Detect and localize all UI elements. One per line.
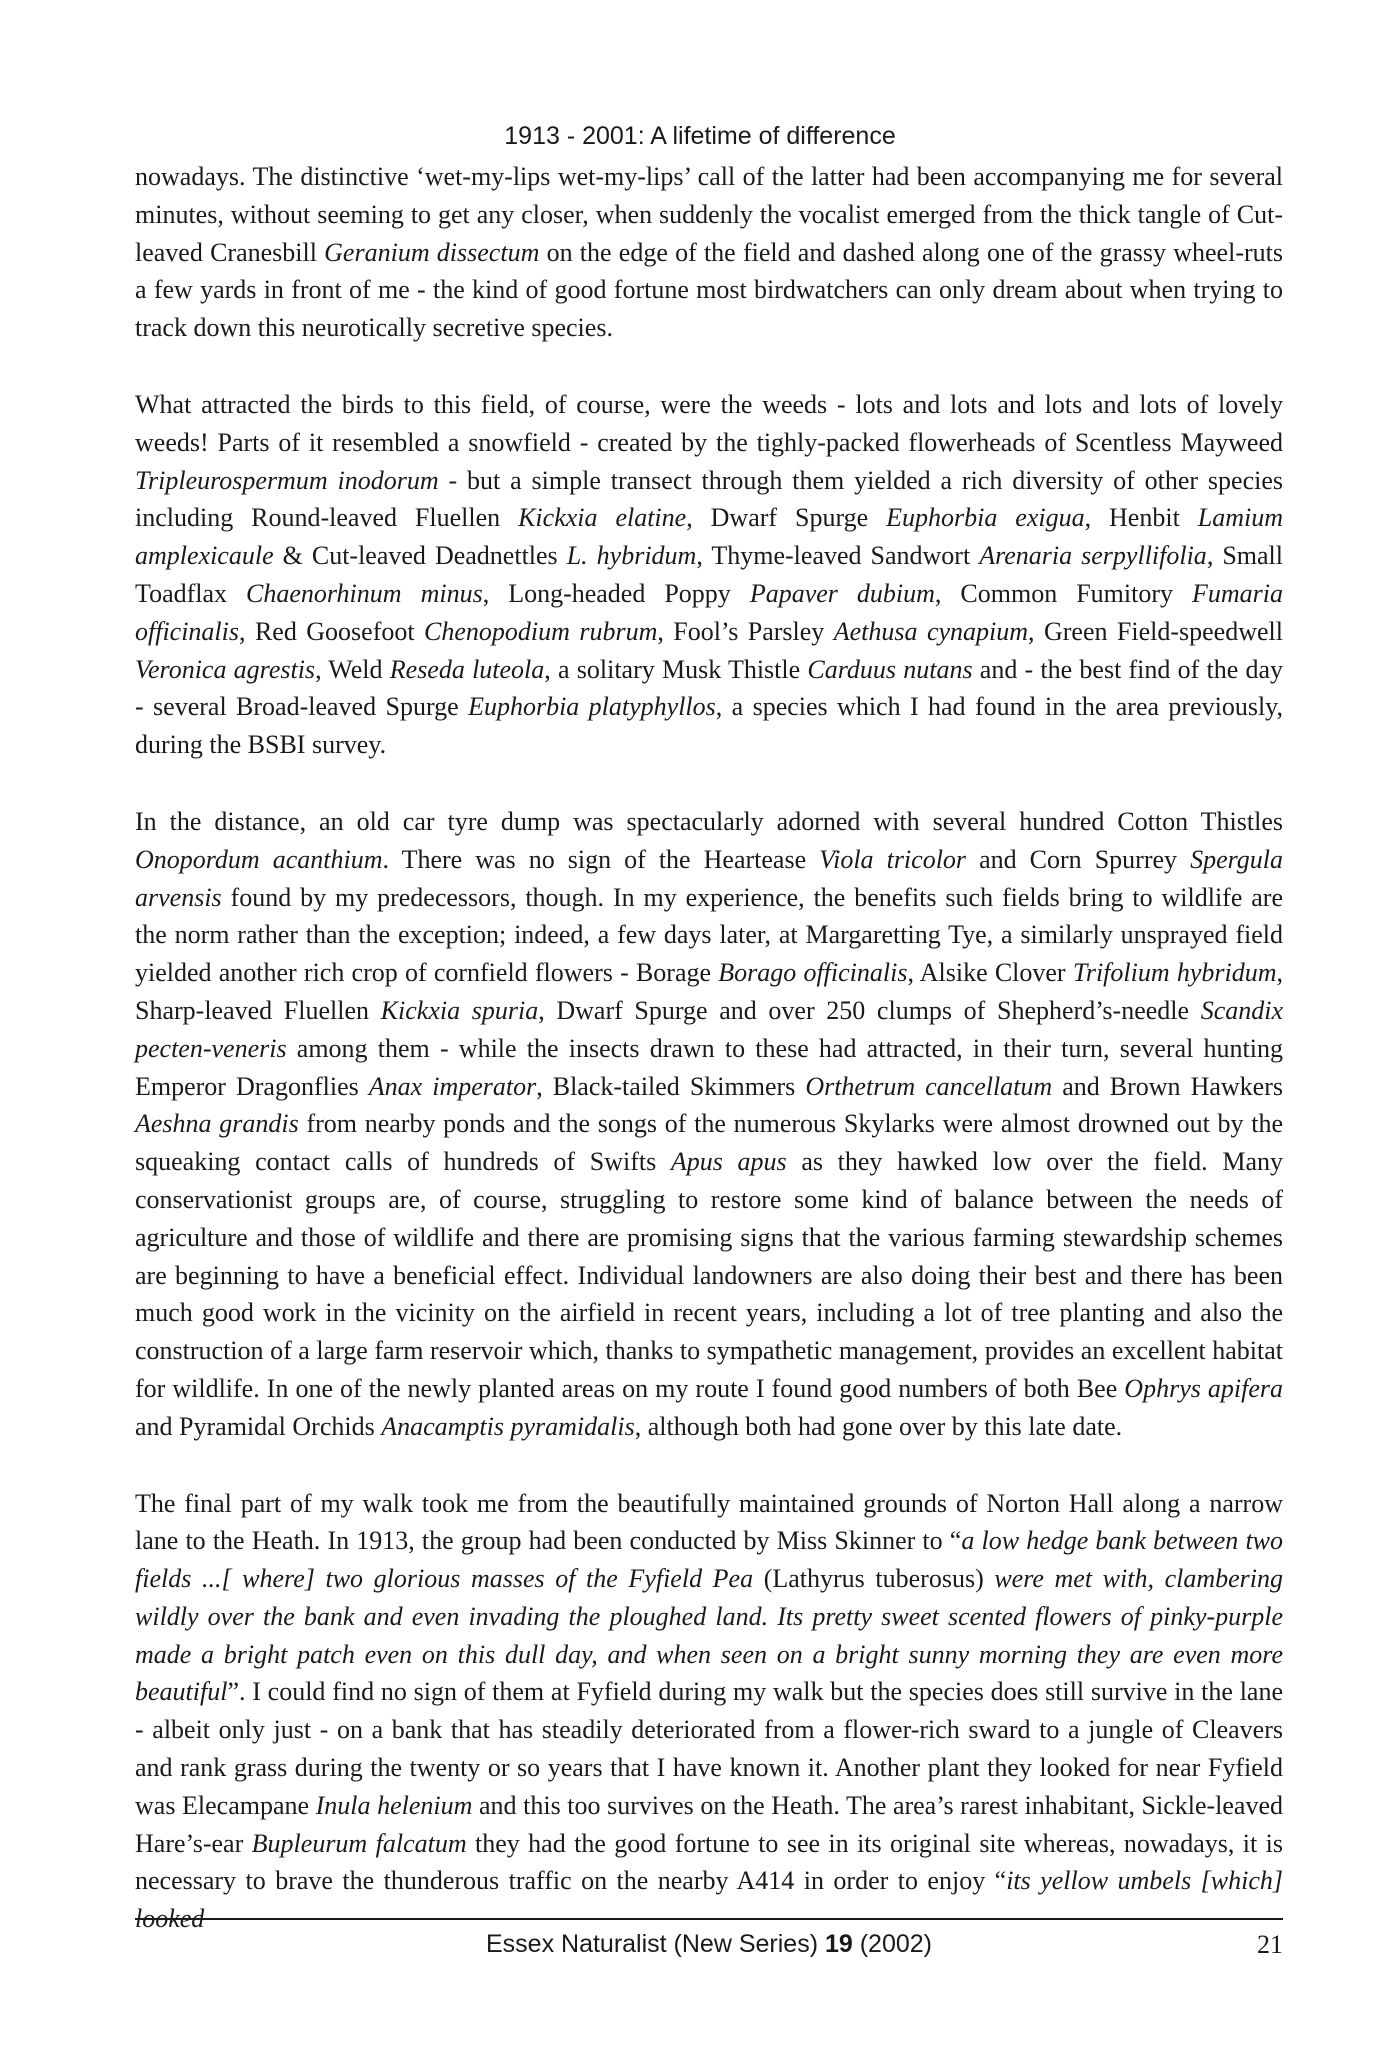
italic-text: Chenopodium rubrum — [424, 616, 658, 646]
italic-text: its yellow umbels [which] looked — [135, 1866, 1283, 1934]
italic-text: Euphorbia exigua — [886, 503, 1085, 533]
italic-text: Euphorbia platyphyllos — [468, 692, 716, 722]
article-body — [135, 158, 1283, 1938]
text-run: , a solitary Musk Thistle — [544, 654, 808, 684]
italic-text: were met with, clambering wildly over the bank and even invading the ploughed land. Its pretty sweet scented flowers of pinky-purple made a bright patch even on this dull day, and when seen on a bright sunny morning they are even more beautiful — [135, 1564, 1284, 1707]
text-run: . There was no sign of the Heartease — [382, 844, 820, 874]
text-run: In the distance, an old car tyre dump was spectacularly adorned with several hundred Cotton Thistles — [135, 806, 1283, 836]
text-run: - but a simple transect through them yielded a rich diversity of other species including Round-leaved Fluellen — [135, 465, 1283, 533]
text-run: and Brown Hawkers — [1052, 1071, 1283, 1101]
text-run: , Small Toadflax — [135, 541, 1283, 608]
italic-text: Veronica agrestis — [135, 654, 316, 684]
text-run: , Red Goosefoot — [239, 616, 425, 646]
journal-year: (2002) — [859, 1930, 932, 1958]
text-run: nowadays. The distinctive ‘wet-my-lips wet-my-lips’ call of the latter had been accompanying me for several minutes, without seeming to get any closer, when suddenly the vocalist emerged from the thick tangle of Cut-leaved Cranesbill — [135, 162, 1283, 267]
journal-volume: 19 — [824, 1930, 853, 1958]
italic-text: Scandix pecten-veneris — [135, 995, 1283, 1063]
text-run: and - the best find of the day - several Broad-leaved Spurge — [135, 654, 1284, 722]
italic-text: Aeshna grandis — [135, 1109, 299, 1139]
italic-text: Geranium dissectum — [324, 237, 540, 267]
text-run: and Pyramidal Orchids — [135, 1411, 382, 1441]
text-run: ”. I could find no sign of them at Fyfield during my walk but the species does still survive in the lane - albeit only just - on a bank that has steadily deteriorated from a flower-rich sward to a jungle of Cleavers and rank grass during the twenty or so years that I have known it. Another plant they looked for near Fyfield was Elecampane — [135, 1677, 1283, 1820]
text-run: , Henbit — [1084, 503, 1198, 533]
italic-text: L. hybridum — [566, 541, 697, 571]
text-run: , Alsike Clover — [907, 958, 1073, 988]
italic-text: Apus apus — [670, 1147, 787, 1177]
text-run: & Cut-leaved Deadnettles — [273, 541, 567, 571]
text-run: and Corn Spurrey — [966, 844, 1191, 874]
text-run: among them - while the insects drawn to these had attracted, in their turn, several hunting Emperor Dragonflies — [135, 1033, 1283, 1101]
text-run: , although both had gone over by this late date. — [634, 1411, 1123, 1441]
italic-text: Fumaria officinalis — [135, 578, 1284, 646]
text-run: , Dwarf Spurge — [686, 503, 887, 533]
text-run: they had the good fortune to see in its original site whereas, nowadays, it is necessary to brave the thunderous traffic on the nearby A414 in order to enjoy “ — [135, 1828, 1283, 1896]
italic-text: Bupleurum falcatum — [251, 1828, 467, 1858]
journal-citation — [135, 1930, 1283, 1959]
journal-name: Essex Naturalist (New Series) — [485, 1930, 819, 1958]
italic-text: Chaenorhinum minus — [246, 578, 483, 608]
text-run: What attracted the birds to this field, of course, were the weeds - lots and lots and lots and lots of lovely weeds! Parts of it resembled a snowfield - created by the tighly-packed flowerheads of Scentless Mayweed — [135, 389, 1283, 457]
text-run: and this too survives on the Heath. The area’s rarest inhabitant, Sickle-leaved Hare’s-ear — [135, 1790, 1284, 1858]
italic-text: Aethusa cynapium — [833, 616, 1029, 646]
text-run: found by my predecessors, though. In my experience, the benefits such fields bring to wildlife are the norm rather than the exception; indeed, a few days later, at Margaretting Tye, a similarly unsprayed field yielded another rich crop of cornfield flowers - Borage — [135, 882, 1283, 988]
text-run: , Dwarf Spurge and over 250 clumps of Shepherd’s-needle — [538, 995, 1201, 1025]
text-run: , Long-headed Poppy — [482, 578, 750, 608]
text-run: as they hawked low over the field. Many conservationist groups are, of course, struggling to restore some kind of balance between the needs of agriculture and those of wildlife and there are promising signs that the various farming stewardship schemes are beginning to have a beneficial effect. Individual landowners are also doing their best and there has been much good work in the vicinity on the airfield in recent years, including a lot of tree planting and also the construction of a large farm reservoir which, thanks to sympathetic management, provides an excellent habitat for wildlife. In one of the newly planted areas on my route I found good numbers of both Bee — [135, 1147, 1283, 1403]
italic-text: Reseda luteola — [389, 654, 545, 684]
text-run: , Black-tailed Skimmers — [536, 1071, 806, 1101]
italic-text: Kickxia spuria — [380, 995, 539, 1025]
text-run: , Weld — [315, 654, 390, 684]
italic-text: Ophrys apifera — [1124, 1373, 1283, 1403]
paragraph — [135, 803, 1283, 1446]
text-run: The final part of my walk took me from the beautifully maintained grounds of Norton Hall along a narrow lane to the Heath. In 1913, the group had been conducted by Miss Skinner to “ — [135, 1488, 1283, 1556]
text-run: , Thyme-leaved Sandwort — [696, 541, 980, 571]
italic-text: Kickxia elatine — [518, 503, 687, 533]
italic-text: Anacamptis pyramidalis — [381, 1411, 635, 1441]
text-run: , Common Fumitory — [934, 578, 1193, 608]
paragraph — [135, 1485, 1283, 1939]
italic-text: Borago officinalis — [718, 958, 908, 988]
italic-text: Carduus nutans — [807, 654, 973, 684]
italic-text: Orthetrum cancellatum — [805, 1071, 1053, 1101]
italic-text: Viola tricolor — [819, 844, 967, 874]
paragraph — [135, 386, 1283, 764]
italic-text: Trifolium hybridum — [1072, 958, 1277, 988]
italic-text: Onopordum acanthium — [135, 844, 383, 874]
italic-text: Spergula arvensis — [135, 844, 1283, 912]
text-run: , a species which I had found in the area previously, during the BSBI survey. — [135, 692, 1283, 760]
italic-text: Lamium amplexicaule — [135, 503, 1283, 571]
italic-text: Anax imperator — [368, 1071, 537, 1101]
italic-text: Arenaria serpyllifolia — [979, 541, 1207, 571]
text-run: , Fool’s Parsley — [657, 616, 834, 646]
italic-text: Tripleurospermum inodorum — [135, 465, 439, 495]
running-head: 1913 - 2001: A lifetime of difference — [504, 122, 896, 150]
text-run: , Sharp-leaved Fluellen — [135, 958, 1283, 1025]
page-number: 21 — [1257, 1930, 1283, 1959]
text-run: (Lathyrus tuberosus) — [753, 1564, 995, 1594]
italic-text: Inula helenium — [315, 1790, 473, 1820]
text-run: on the edge of the field and dashed along one of the grassy wheel-ruts a few yards in front of me - the kind of good fortune most birdwatchers can only dream about when trying to track down this neurotically secretive species. — [135, 237, 1283, 343]
paragraph — [135, 158, 1283, 347]
text-run: from nearby ponds and the songs of the numerous Skylarks were almost drowned out by the squeaking contact calls of hundreds of Swifts — [135, 1109, 1283, 1177]
italic-text: Papaver dubium — [749, 578, 935, 608]
page-footer — [135, 1930, 1283, 1970]
italic-text: a low hedge bank between two fields ...[ where] two glorious masses of the Fyfield Pea — [135, 1526, 1284, 1594]
text-run: , Green Field-speedwell — [1028, 616, 1283, 646]
footer-rule — [135, 1918, 1283, 1920]
